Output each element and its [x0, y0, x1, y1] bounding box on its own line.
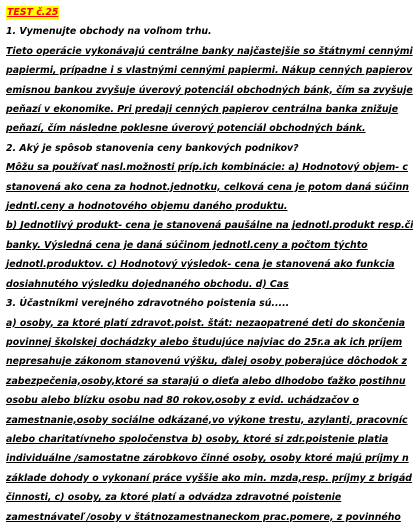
answer-line: papiermi, prípadne i s vlastnými cennými papiermi. Nákup cenných papierov	[6, 65, 413, 77]
answer-line: jednotl.produktov. c) Hodnotový výsledok- cena je stanovená ako funkcia	[6, 259, 395, 271]
answer-line: peňazí, čím následne poklesne úverový potenciál obchodných bánk.	[6, 123, 366, 135]
question-line: 1. Vymenujte obchody na voľnom trhu.	[6, 26, 212, 38]
answer-line: emisnou bankou zvyšuje úverový potenciál obchodných bánk, čím sa zvyšuje	[6, 84, 413, 96]
answer-line: b) Jednotlivý produkt- cena je stanovená paušálne na jednotl.produkt resp.či	[6, 220, 413, 232]
answer-line: Tieto operácie vykonávajú centrálne banky najčastejšie so štátnymi cennými	[6, 45, 413, 57]
answer-line: jedntl.ceny a hodnotového objemu daného produktu.	[6, 201, 288, 213]
document-body	[6, 22, 413, 527]
answer-line: povinnej školskej dochádzky alebo študujúce najviac do 25r.a ak ich príjem	[6, 336, 403, 348]
answer-line: peňazí v ekonomike. Pri predaji cenných papierov centrálna banka znižuje	[6, 104, 399, 116]
answer-line: banky. Výsledná cena je daná súčinom jednotl.ceny a počtom týchto	[6, 239, 368, 251]
answer-line: zamestnávateľ /osoby v štátnozamestnaneckom prac.pomere, z povinného	[6, 511, 401, 523]
answer-line: osobu alebo blízku osobu nad 80 rokov,osoby z evid. uchádzačov o	[6, 395, 359, 407]
answer-line: individuálne /samostatne zárobkovo činné osoby, osoby ktoré majú príjmy n	[6, 453, 409, 465]
answer-line: dosiahnutého výsledku dojednaného obchodu. d) Cas	[6, 278, 289, 290]
question-line: 3. Účastníkmi verejného zdravotného poistenia sú.....	[6, 298, 290, 310]
answer-line: zabezpečenia,osoby,ktoré sa starajú o dieťa alebo dlhodobo ťažko postihnu	[6, 375, 406, 387]
answer-line: alebo charitatívneho spoločenstva b) osoby, ktoré si zdr.poistenie platia	[6, 433, 389, 445]
answer-line: základe dohody o vykonaní práce vyššie ako min. mzda,resp. príjmy z brigád	[6, 472, 412, 484]
answer-line: stanovená ako cena za hodnot.jednotku, celková cena je potom daná súčinn	[6, 181, 409, 193]
answer-line: zamestnanie,osoby sociálne odkázané,vo výkone trestu, azylanti, pracovníc	[6, 414, 408, 426]
answer-line: Môžu sa používať nasl.možnosti príp.ich kombinácie: a) Hodnotový objem- c	[6, 162, 408, 174]
test-title: TEST č.25	[7, 7, 59, 18]
question-line: 2. Aký je spôsob stanovenia ceny bankových podnikov?	[6, 142, 299, 154]
answer-line: činnosti, c) osoby, za ktoré platí a odvádza zdravotné poistenie	[6, 492, 342, 504]
answer-line: nepresahuje zákonom stanovenú výšku, ďalej osoby poberajúce dôchodok z	[6, 356, 408, 368]
answer-line: a) osoby, za ktoré platí zdravot.poist. štát: nezaopatrené deti do skončenia	[6, 317, 405, 329]
